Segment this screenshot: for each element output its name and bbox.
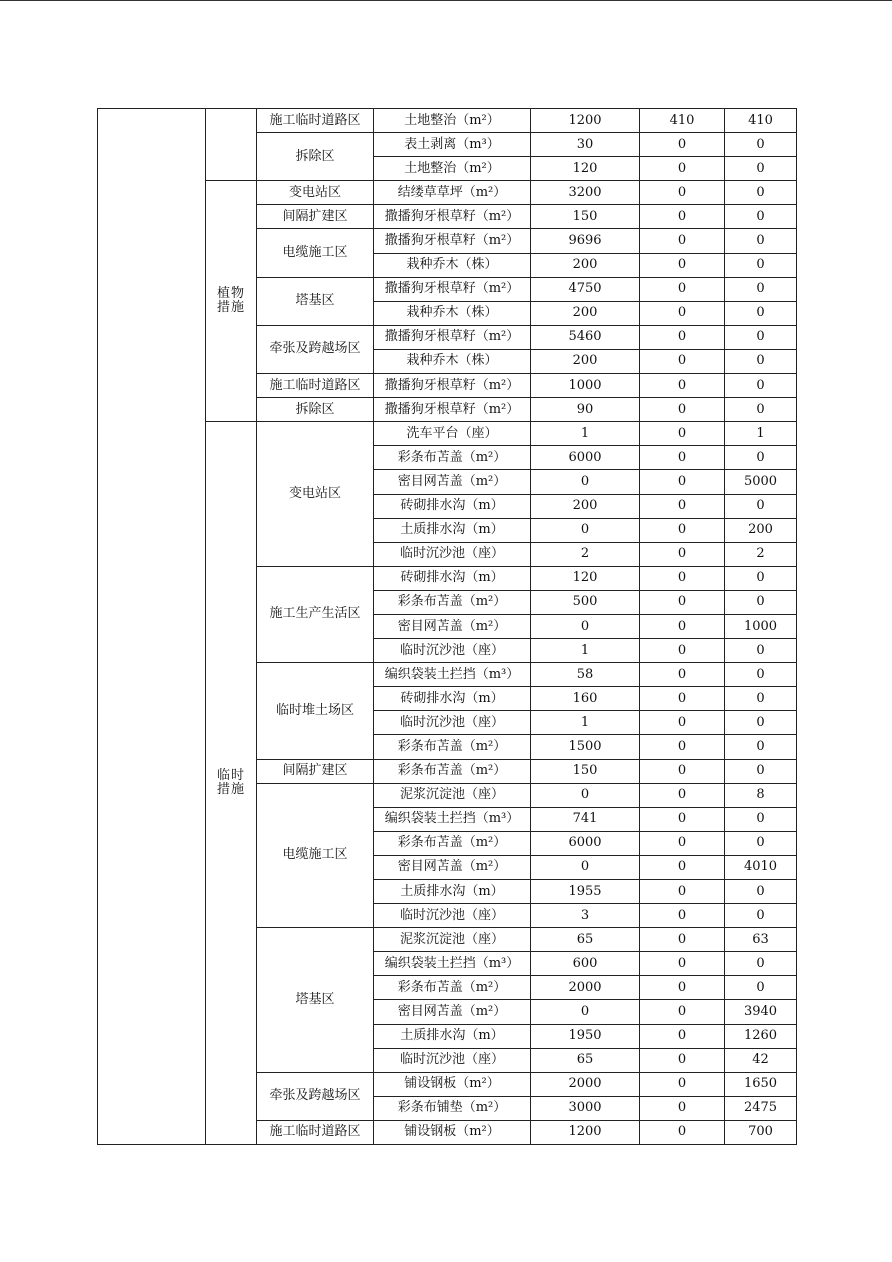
- value-cell-v1: 65: [531, 928, 640, 952]
- value-cell-v2: 0: [640, 422, 725, 446]
- value-cell-v3: 0: [725, 349, 797, 373]
- measure-name: 编织袋装土拦挡: [384, 811, 476, 827]
- value-cell-v2: 0: [640, 1048, 725, 1072]
- zone-cell: 施工临时道路区: [257, 109, 374, 133]
- value-cell-v1: 1955: [531, 880, 640, 904]
- value-cell-v1: 120: [531, 157, 640, 181]
- value-cell-v3: 0: [725, 759, 797, 783]
- measure-name: 临时沉沙池: [399, 907, 465, 923]
- zone-cell: 间隔扩建区: [257, 205, 374, 229]
- measure-cell: [374, 952, 531, 976]
- measure-unit: （m²）: [475, 377, 520, 393]
- value-cell-v3: 0: [725, 494, 797, 518]
- value-cell-v2: 0: [640, 735, 725, 759]
- value-cell-v2: 0: [640, 374, 725, 398]
- value-cell-v1: 2000: [531, 976, 640, 1000]
- table-row: [98, 109, 797, 133]
- value-cell-v1: 1: [531, 422, 640, 446]
- value-cell-v1: 200: [531, 253, 640, 277]
- value-cell-v3: 0: [725, 735, 797, 759]
- value-cell-v2: 0: [640, 229, 725, 253]
- measure-unit: （座）: [465, 1052, 505, 1068]
- measure-unit: （m）: [465, 522, 504, 538]
- zone-cell: 牵张及跨越场区: [257, 325, 374, 373]
- value-cell-v2: 0: [640, 1120, 725, 1144]
- measure-unit: （株）: [458, 353, 498, 369]
- measure-cell: [374, 614, 531, 638]
- measure-unit: （座）: [465, 931, 505, 947]
- measure-name: 表土剥离: [404, 136, 457, 152]
- value-cell-v2: 0: [640, 1024, 725, 1048]
- value-cell-v2: 410: [640, 109, 725, 133]
- measure-cell: [374, 253, 531, 277]
- measure-name: 临时沉沙池: [399, 1052, 465, 1068]
- value-cell-v3: 1: [725, 422, 797, 446]
- measure-name: 撒播狗牙根草籽: [384, 233, 476, 249]
- value-cell-v1: 65: [531, 1048, 640, 1072]
- measure-cell: [374, 759, 531, 783]
- value-cell-v1: 3: [531, 904, 640, 928]
- measure-unit: （m）: [465, 570, 504, 586]
- measure-name: 泥浆沉淀池: [399, 931, 465, 947]
- measure-cell: [374, 109, 531, 133]
- value-cell-v2: 0: [640, 952, 725, 976]
- value-cell-v2: 0: [640, 855, 725, 879]
- measure-name: 栽种乔木: [406, 353, 459, 369]
- value-cell-v3: 1260: [725, 1024, 797, 1048]
- value-cell-v1: 0: [531, 614, 640, 638]
- measure-name: 砖砌排水沟: [400, 498, 466, 514]
- measure-name: 密目网苫盖: [397, 859, 463, 875]
- zone-cell: 牵张及跨越场区: [257, 1072, 374, 1120]
- measure-unit: （m）: [465, 690, 504, 706]
- zone-cell: 拆除区: [257, 398, 374, 422]
- measure-unit: （m²）: [456, 112, 500, 128]
- value-cell-v1: 160: [531, 687, 640, 711]
- value-cell-v3: 8: [725, 783, 797, 807]
- value-cell-v3: 0: [725, 253, 797, 277]
- measure-name: 撒播狗牙根草籽: [384, 281, 476, 297]
- measure-cell: [374, 807, 531, 831]
- value-cell-v1: 3000: [531, 1096, 640, 1120]
- measure-unit: （m²）: [462, 835, 507, 851]
- value-cell-v1: 6000: [531, 831, 640, 855]
- measure-name: 洗车平台: [406, 425, 459, 441]
- blank-left-cell: [98, 109, 206, 1145]
- measure-name: 密目网苫盖: [397, 1004, 463, 1020]
- value-cell-v1: 2000: [531, 1072, 640, 1096]
- measure-unit: （株）: [458, 305, 498, 321]
- value-cell-v1: 0: [531, 855, 640, 879]
- value-cell-v3: 0: [725, 687, 797, 711]
- value-cell-v3: 2: [725, 542, 797, 566]
- measure-name: 土质排水沟: [400, 1028, 466, 1044]
- measure-unit: （m²）: [456, 1124, 500, 1140]
- value-cell-v3: 0: [725, 880, 797, 904]
- measure-unit: （m²）: [462, 1100, 507, 1116]
- measure-name: 编织袋装土拦挡: [384, 666, 476, 682]
- measure-cell: [374, 133, 531, 157]
- measure-cell: [374, 735, 531, 759]
- value-cell-v1: 1: [531, 711, 640, 735]
- value-cell-v1: 4750: [531, 277, 640, 301]
- zone-cell: 塔基区: [257, 928, 374, 1073]
- measure-cell: [374, 663, 531, 687]
- value-cell-v2: 0: [640, 904, 725, 928]
- measure-name: 密目网苫盖: [397, 473, 463, 489]
- measure-name: 彩条布苫盖: [397, 449, 463, 465]
- value-cell-v2: 0: [640, 494, 725, 518]
- measure-type-label: 植物措施: [217, 286, 246, 316]
- value-cell-v3: 0: [725, 325, 797, 349]
- measure-name: 土质排水沟: [400, 522, 466, 538]
- measure-name: 土地整治: [404, 160, 457, 176]
- value-cell-v1: 0: [531, 470, 640, 494]
- value-cell-v1: 200: [531, 494, 640, 518]
- measure-name: 撒播狗牙根草籽: [384, 377, 476, 393]
- value-cell-v1: 1: [531, 639, 640, 663]
- value-cell-v2: 0: [640, 181, 725, 205]
- measure-type-cell: [206, 422, 257, 1145]
- measure-cell: [374, 277, 531, 301]
- value-cell-v3: 0: [725, 807, 797, 831]
- zone-cell: 塔基区: [257, 277, 374, 325]
- value-cell-v3: 700: [725, 1120, 797, 1144]
- measure-name: 栽种乔木: [406, 305, 459, 321]
- value-cell-v3: 0: [725, 904, 797, 928]
- value-cell-v3: 0: [725, 446, 797, 470]
- value-cell-v1: 90: [531, 398, 640, 422]
- value-cell-v2: 0: [640, 807, 725, 831]
- value-cell-v2: 0: [640, 133, 725, 157]
- measure-unit: （m²）: [462, 618, 507, 634]
- value-cell-v3: 5000: [725, 470, 797, 494]
- value-cell-v3: 0: [725, 277, 797, 301]
- value-cell-v3: 0: [725, 229, 797, 253]
- value-cell-v1: 600: [531, 952, 640, 976]
- zone-cell: 间隔扩建区: [257, 759, 374, 783]
- top-rule: [0, 0, 892, 1]
- measure-cell: [374, 374, 531, 398]
- value-cell-v2: 0: [640, 398, 725, 422]
- measure-cell: [374, 639, 531, 663]
- measure-cell: [374, 1096, 531, 1120]
- measure-cell: [374, 301, 531, 325]
- measure-unit: （m²）: [475, 401, 520, 417]
- value-cell-v2: 0: [640, 157, 725, 181]
- measure-cell: [374, 1024, 531, 1048]
- measure-unit: （座）: [465, 714, 505, 730]
- zone-cell: 拆除区: [257, 133, 374, 181]
- value-cell-v2: 0: [640, 205, 725, 229]
- value-cell-v3: 0: [725, 952, 797, 976]
- zone-cell: 施工生产生活区: [257, 566, 374, 662]
- measure-name: 砖砌排水沟: [400, 570, 466, 586]
- value-cell-v2: 0: [640, 349, 725, 373]
- measure-name: 泥浆沉淀池: [399, 787, 465, 803]
- measure-name: 土质排水沟: [400, 883, 466, 899]
- measure-unit: （m）: [465, 1028, 504, 1044]
- measure-unit: （座）: [465, 787, 505, 803]
- zone-cell: 施工临时道路区: [257, 1120, 374, 1144]
- value-cell-v3: 63: [725, 928, 797, 952]
- value-cell-v2: 0: [640, 301, 725, 325]
- measure-name: 彩条布苫盖: [397, 738, 463, 754]
- value-cell-v2: 0: [640, 976, 725, 1000]
- measure-unit: （m²）: [475, 233, 520, 249]
- measure-unit: （m²）: [462, 979, 507, 995]
- measure-unit: （m²）: [475, 281, 520, 297]
- value-cell-v2: 0: [640, 253, 725, 277]
- measure-cell: [374, 205, 531, 229]
- value-cell-v2: 0: [640, 1072, 725, 1096]
- value-cell-v3: 0: [725, 590, 797, 614]
- value-cell-v1: 120: [531, 566, 640, 590]
- measure-name: 撒播狗牙根草籽: [384, 401, 476, 417]
- value-cell-v1: 58: [531, 663, 640, 687]
- measure-unit: （m²）: [475, 329, 520, 345]
- value-cell-v1: 741: [531, 807, 640, 831]
- measure-unit: （m²）: [462, 763, 507, 779]
- measure-cell: [374, 542, 531, 566]
- value-cell-v3: 0: [725, 157, 797, 181]
- measure-unit: （座）: [465, 907, 505, 923]
- value-cell-v2: 0: [640, 614, 725, 638]
- measure-name: 铺设钢板: [404, 1076, 457, 1092]
- measure-cell: [374, 880, 531, 904]
- value-cell-v2: 0: [640, 446, 725, 470]
- value-cell-v3: 0: [725, 181, 797, 205]
- measure-type-cell: [206, 109, 257, 181]
- measure-cell: [374, 928, 531, 952]
- value-cell-v2: 0: [640, 518, 725, 542]
- value-cell-v2: 0: [640, 542, 725, 566]
- measure-cell: [374, 349, 531, 373]
- zone-cell: 变电站区: [257, 181, 374, 205]
- measure-cell: [374, 494, 531, 518]
- measure-unit: （座）: [465, 642, 505, 658]
- value-cell-v2: 0: [640, 783, 725, 807]
- measure-cell: [374, 855, 531, 879]
- measure-cell: [374, 590, 531, 614]
- measure-unit: （m²）: [462, 738, 507, 754]
- value-cell-v3: 4010: [725, 855, 797, 879]
- measure-name: 临时沉沙池: [399, 714, 465, 730]
- measures-body: [98, 109, 797, 1145]
- measure-cell: [374, 446, 531, 470]
- value-cell-v3: 2475: [725, 1096, 797, 1120]
- measure-unit: （m³）: [475, 811, 520, 827]
- measure-name: 砖砌排水沟: [400, 690, 466, 706]
- value-cell-v1: 9696: [531, 229, 640, 253]
- measure-cell: [374, 1120, 531, 1144]
- measure-unit: （m²）: [475, 208, 520, 224]
- measure-name: 密目网苫盖: [397, 618, 463, 634]
- value-cell-v2: 0: [640, 1096, 725, 1120]
- value-cell-v3: 0: [725, 398, 797, 422]
- measure-unit: （座）: [458, 425, 498, 441]
- measure-unit: （m³）: [456, 136, 500, 152]
- measure-unit: （m³）: [475, 666, 520, 682]
- measure-unit: （m²）: [456, 1076, 500, 1092]
- value-cell-v2: 0: [640, 325, 725, 349]
- measure-name: 彩条布铺垫: [397, 1100, 463, 1116]
- value-cell-v3: 0: [725, 133, 797, 157]
- measure-type-cell: [206, 181, 257, 422]
- zone-cell: 电缆施工区: [257, 229, 374, 277]
- value-cell-v2: 0: [640, 831, 725, 855]
- value-cell-v2: 0: [640, 1000, 725, 1024]
- value-cell-v3: 0: [725, 566, 797, 590]
- value-cell-v1: 150: [531, 759, 640, 783]
- value-cell-v3: 1000: [725, 614, 797, 638]
- value-cell-v2: 0: [640, 663, 725, 687]
- value-cell-v1: 6000: [531, 446, 640, 470]
- value-cell-v1: 2: [531, 542, 640, 566]
- value-cell-v3: 0: [725, 639, 797, 663]
- value-cell-v3: 3940: [725, 1000, 797, 1024]
- measure-unit: （m）: [465, 498, 504, 514]
- value-cell-v2: 0: [640, 470, 725, 494]
- value-cell-v3: 42: [725, 1048, 797, 1072]
- value-cell-v3: 0: [725, 374, 797, 398]
- measure-unit: （m²）: [462, 1004, 507, 1020]
- value-cell-v1: 200: [531, 301, 640, 325]
- measure-cell: [374, 398, 531, 422]
- value-cell-v1: 0: [531, 783, 640, 807]
- measure-cell: [374, 470, 531, 494]
- measure-cell: [374, 325, 531, 349]
- value-cell-v2: 0: [640, 590, 725, 614]
- measure-unit: （m²）: [462, 184, 507, 200]
- measure-unit: （m²）: [456, 160, 500, 176]
- measures-table: [97, 108, 797, 1145]
- measure-unit: （m³）: [475, 955, 520, 971]
- measure-unit: （m）: [465, 883, 504, 899]
- value-cell-v1: 1200: [531, 1120, 640, 1144]
- measure-name: 彩条布苫盖: [397, 594, 463, 610]
- value-cell-v1: 1950: [531, 1024, 640, 1048]
- value-cell-v2: 0: [640, 639, 725, 663]
- measure-cell: [374, 229, 531, 253]
- measure-name: 铺设钢板: [404, 1124, 457, 1140]
- value-cell-v2: 0: [640, 759, 725, 783]
- value-cell-v1: 0: [531, 1000, 640, 1024]
- value-cell-v3: 410: [725, 109, 797, 133]
- value-cell-v3: 200: [725, 518, 797, 542]
- measure-type-label: 临时措施: [217, 768, 246, 798]
- value-cell-v3: 0: [725, 976, 797, 1000]
- value-cell-v3: 0: [725, 831, 797, 855]
- value-cell-v1: 1500: [531, 735, 640, 759]
- value-cell-v2: 0: [640, 277, 725, 301]
- value-cell-v2: 0: [640, 928, 725, 952]
- value-cell-v3: 0: [725, 711, 797, 735]
- value-cell-v2: 0: [640, 711, 725, 735]
- value-cell-v1: 150: [531, 205, 640, 229]
- value-cell-v1: 5460: [531, 325, 640, 349]
- measure-name: 结缕草草坪: [397, 184, 463, 200]
- value-cell-v1: 500: [531, 590, 640, 614]
- value-cell-v3: 1650: [725, 1072, 797, 1096]
- measure-cell: [374, 1048, 531, 1072]
- measure-name: 撒播狗牙根草籽: [384, 208, 476, 224]
- value-cell-v3: 0: [725, 205, 797, 229]
- measure-name: 编织袋装土拦挡: [384, 955, 476, 971]
- measure-name: 撒播狗牙根草籽: [384, 329, 476, 345]
- measure-name: 土地整治: [404, 112, 457, 128]
- value-cell-v1: 3200: [531, 181, 640, 205]
- measure-cell: [374, 1072, 531, 1096]
- measure-cell: [374, 422, 531, 446]
- measure-cell: [374, 711, 531, 735]
- value-cell-v3: 0: [725, 301, 797, 325]
- value-cell-v1: 1200: [531, 109, 640, 133]
- value-cell-v3: 0: [725, 663, 797, 687]
- value-cell-v1: 0: [531, 518, 640, 542]
- measure-unit: （座）: [465, 546, 505, 562]
- measure-cell: [374, 976, 531, 1000]
- measure-cell: [374, 831, 531, 855]
- measure-name: 临时沉沙池: [399, 546, 465, 562]
- measure-cell: [374, 518, 531, 542]
- measure-cell: [374, 687, 531, 711]
- measure-name: 彩条布苫盖: [397, 979, 463, 995]
- measure-unit: （m²）: [462, 859, 507, 875]
- measure-name: 彩条布苫盖: [397, 835, 463, 851]
- measure-cell: [374, 181, 531, 205]
- zone-cell: 施工临时道路区: [257, 374, 374, 398]
- measure-cell: [374, 157, 531, 181]
- measure-unit: （株）: [458, 257, 498, 273]
- measure-name: 彩条布苫盖: [397, 763, 463, 779]
- measure-cell: [374, 783, 531, 807]
- value-cell-v2: 0: [640, 566, 725, 590]
- value-cell-v2: 0: [640, 687, 725, 711]
- measure-unit: （m²）: [462, 594, 507, 610]
- measure-cell: [374, 566, 531, 590]
- zone-cell: 变电站区: [257, 422, 374, 567]
- zone-cell: 临时堆土场区: [257, 663, 374, 759]
- measure-cell: [374, 1000, 531, 1024]
- measure-unit: （m²）: [462, 449, 507, 465]
- value-cell-v1: 30: [531, 133, 640, 157]
- measure-cell: [374, 904, 531, 928]
- zone-cell: 电缆施工区: [257, 783, 374, 928]
- measure-unit: （m²）: [462, 473, 507, 489]
- measure-name: 栽种乔木: [406, 257, 459, 273]
- measure-name: 临时沉沙池: [399, 642, 465, 658]
- value-cell-v2: 0: [640, 880, 725, 904]
- value-cell-v1: 200: [531, 349, 640, 373]
- value-cell-v1: 1000: [531, 374, 640, 398]
